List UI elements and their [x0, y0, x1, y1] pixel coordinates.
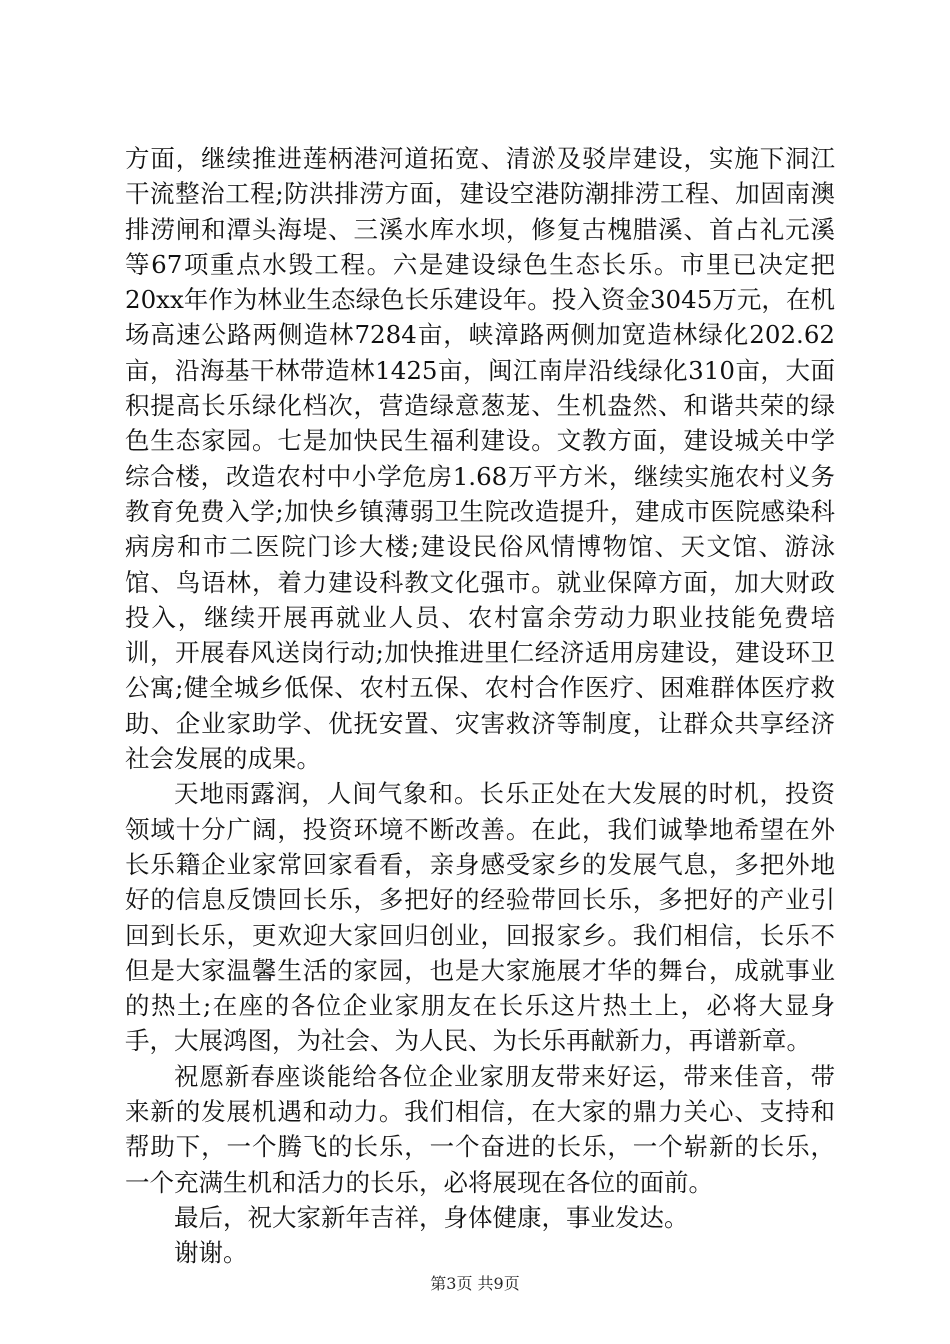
paragraph-new-year-wishes: 祝愿新春座谈能给各位企业家朋友带来好运，带来佳音，带来新的发展机遇和动力。我们相信，在大家的鼎力关心、支持和帮助下，一个腾飞的长乐，一个奋进的长乐，一个崭新的长乐，一个充满生机和活力的长乐，必将展现在各位的面前。 [125, 1061, 835, 1197]
document-body [125, 141, 835, 1271]
paragraph-continuation: 方面，继续推进莲柄港河道拓宽、清淤及驳岸建设，实施下洞江干流整治工程;防洪排涝方面，建设空港防潮排涝工程、加固南澳排涝闸和潭头海堤、三溪水库水坝，修复古槐腊溪、首占礼元溪等67项重点水毁工程。六是建设绿色生态长乐。市里已决定把20xx年作为林业生态绿色长乐建设年。投入资金3045万元，在机场高速公路两侧造林7284亩，峡漳路两侧加宽造林绿化202.62亩，沿海基干林带造林1425亩，闽江南岸沿线绿化310亩，大面积提高长乐绿化档次，营造绿意葱茏、生机盎然、和谐共荣的绿色生态家园。七是加快民生福利建设。文教方面，建设城关中学综合楼，改造农村中小学危房1.68万平方米，继续实施农村义务教育免费入学;加快乡镇薄弱卫生院改造提升，建成市医院感染科病房和市二医院门诊大楼;建设民俗风情博物馆、天文馆、游泳馆、鸟语林，着力建设科教文化强市。就业保障方面，加大财政投入，继续开展再就业人员、农村富余劳动力职业技能免费培训，开展春风送岗行动;加快推进里仁经济适用房建设，建设环卫公寓;健全城乡低保、农村五保、农村合作医疗、困难群体医疗救助、企业家助学、优抚安置、灾害救济等制度，让群众共享经济社会发展的成果。 [125, 144, 835, 774]
paragraph-closing-blessing: 最后，祝大家新年吉祥，身体健康，事业发达。 [174, 1202, 689, 1232]
page-number-footer: 第3页 共9页 [430, 1274, 520, 1293]
paragraph-thanks: 谢谢。 [174, 1238, 248, 1268]
paragraph-investment-invitation: 天地雨露润，人间气象和。长乐正处在大发展的时机，投资领域十分广阔，投资环境不断改善。在此，我们诚挚地希望在外长乐籍企业家常回家看看，亲身感受家乡的发展气息，多把外地好的信息反馈回长乐，多把好的经验带回长乐，多把好的产业引回到长乐，更欢迎大家回归创业，回报家乡。我们相信，长乐不但是大家温馨生活的家园，也是大家施展才华的舞台，成就事业的热土;在座的各位企业家朋友在长乐这片热土上，必将大显身手，大展鸿图，为社会、为人民、为长乐再献新力，再谱新章。 [125, 779, 835, 1056]
